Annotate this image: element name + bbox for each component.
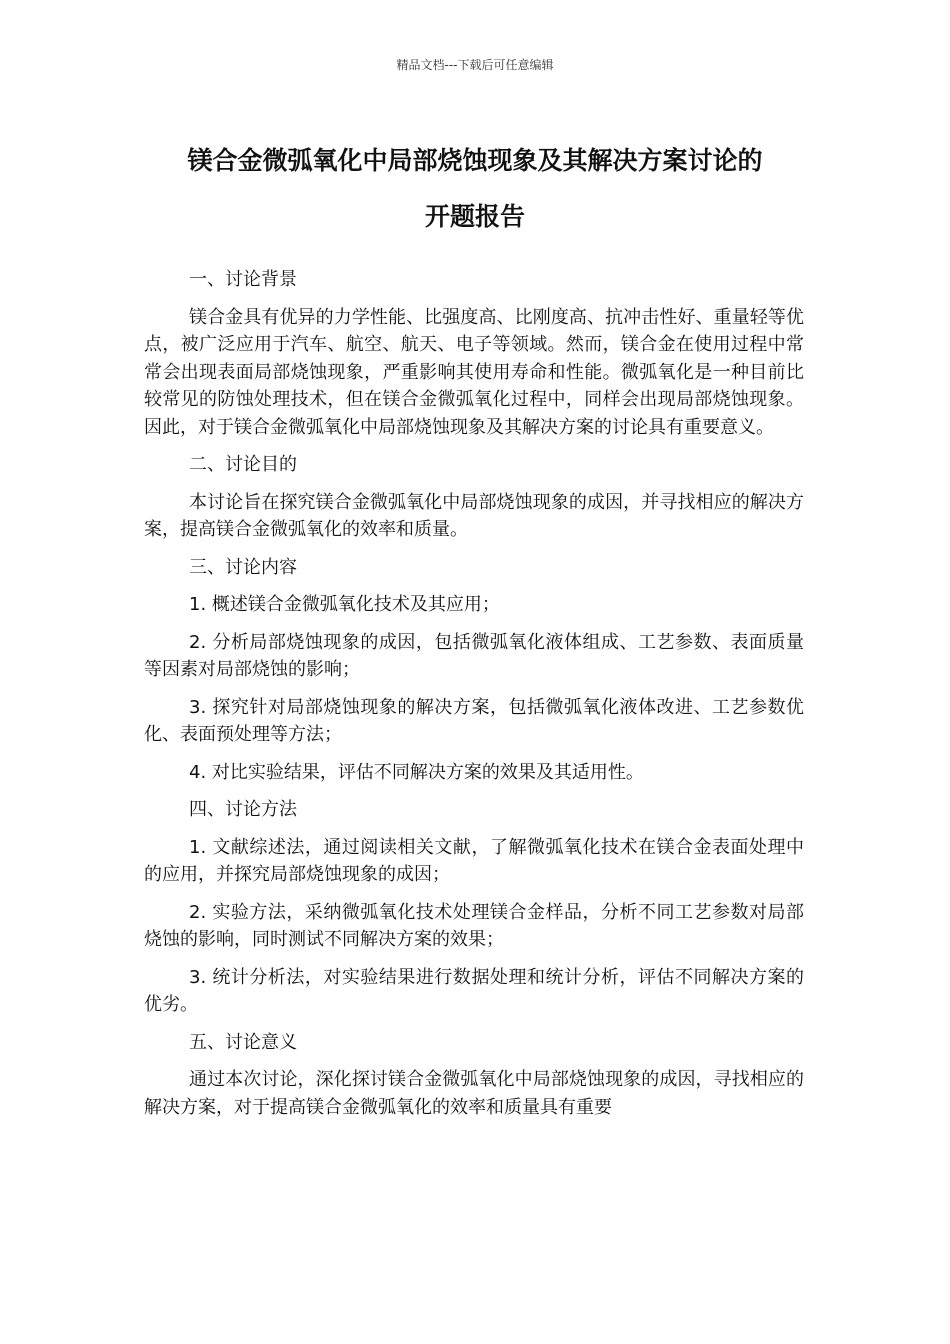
section-heading-content: 三、讨论内容: [189, 556, 297, 578]
title-line-2: 开题报告: [424, 202, 525, 231]
content-item-2: 2. 分析局部烧蚀现象的成因，包括微弧氧化液体组成、工艺参数、表面质量等因素对局部烧蚀的影响；: [144, 631, 804, 680]
methods-item-1: 1. 文献综述法，通过阅读相关文献，了解微弧氧化技术在镁合金表面处理中的应用，并探究局部烧蚀现象的成因；: [144, 836, 804, 885]
methods-item-3: 3. 统计分析法，对实验结果进行数据处理和统计分析，评估不同解决方案的优劣。: [144, 966, 804, 1015]
section-heading-purpose: 二、讨论目的: [189, 454, 297, 475]
header-note: 精品文档---下载后可任意编辑: [396, 58, 554, 72]
section-heading-significance: 五、讨论意义: [189, 1031, 297, 1053]
document-body: [144, 266, 804, 1131]
background-paragraph: 镁合金具有优异的力学性能、比强度高、比刚度高、抗冲击性好、重量轻等优点，被广泛应用于汽车、航空、航天、电子等领域。然而，镁合金在使用过程中常常会出现表面局部烧蚀现象，严重影响其使用寿命和性能。微弧氧化是一种目前比较常见的防蚀处理技术，但在镁合金微弧氧化过程中，同样会出现局部烧蚀现象。因此，对于镁合金微弧氧化中局部烧蚀现象及其解决方案的讨论具有重要意义。: [144, 306, 804, 438]
section-heading-background: 一、讨论背景: [189, 269, 297, 290]
content-item-1: 1. 概述镁合金微弧氧化技术及其应用；: [189, 594, 500, 615]
title-line-1: 镁合金微弧氧化中局部烧蚀现象及其解决方案讨论的: [187, 146, 763, 175]
content-item-4: 4. 对比实验结果，评估不同解决方案的效果及其适用性。: [189, 761, 644, 783]
significance-paragraph: 通过本次讨论，深化探讨镁合金微弧氧化中局部烧蚀现象的成因，寻找相应的解决方案，对于提高镁合金微弧氧化的效率和质量具有重要: [144, 1069, 804, 1118]
document-title: [120, 133, 830, 245]
section-heading-methods: 四、讨论方法: [189, 799, 297, 820]
purpose-paragraph: 本讨论旨在探究镁合金微弧氧化中局部烧蚀现象的成因，并寻找相应的解决方案，提高镁合金微弧氧化的效率和质量。: [144, 491, 804, 540]
content-item-3: 3. 探究针对局部烧蚀现象的解决方案，包括微弧氧化液体改进、工艺参数优化、表面预处理等方法；: [144, 696, 804, 745]
methods-item-2: 2. 实验方法，采纳微弧氧化技术处理镁合金样品，分析不同工艺参数对局部烧蚀的影响，同时测试不同解决方案的效果；: [144, 901, 804, 950]
